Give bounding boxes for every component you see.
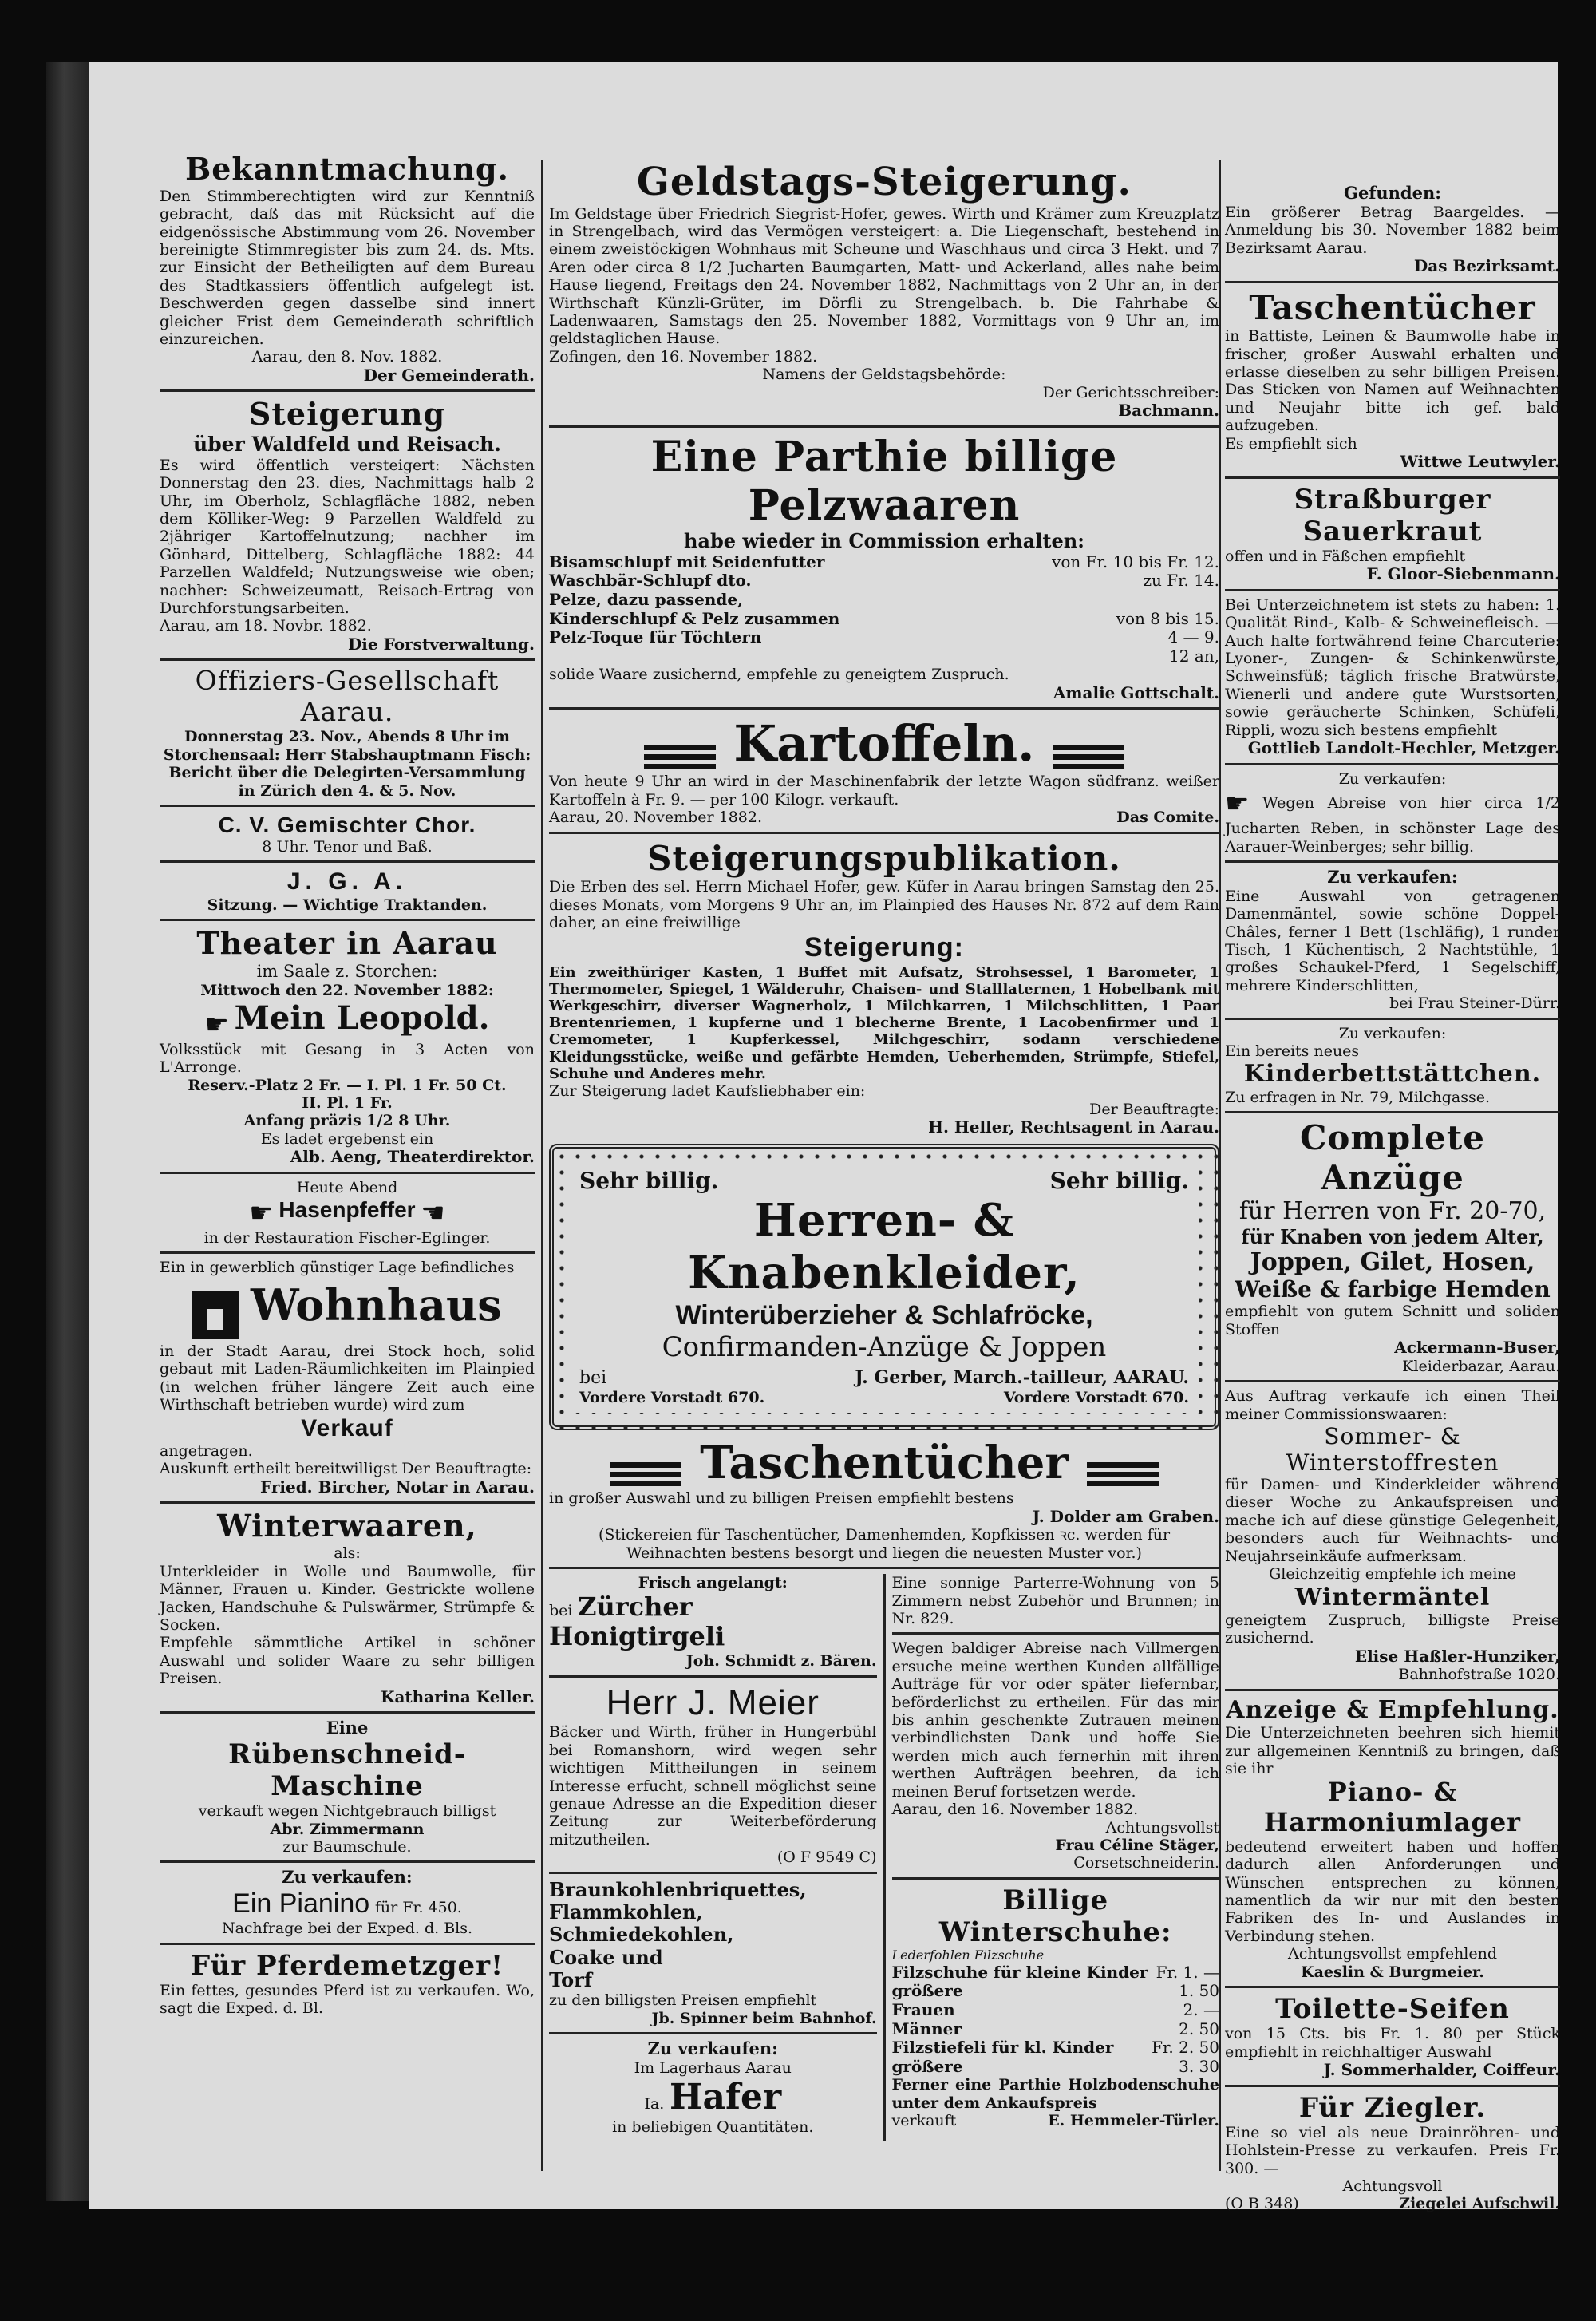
ad-bei: bei xyxy=(549,1601,573,1619)
list-item: Torf xyxy=(549,1967,593,1991)
ad-signature: Katharina Keller. xyxy=(381,1686,535,1706)
ad-title: Anzeige & Empfehlung. xyxy=(1226,1695,1559,1724)
ad-signature: Abr. Zimmermann xyxy=(270,1820,425,1838)
decorative-bars-icon xyxy=(644,745,716,769)
ad-line: Sitzung. — Wichtige Traktanden. xyxy=(207,896,488,914)
ad-title: Piano- & Harmoniumlager xyxy=(1263,1777,1522,1838)
ad-anzuege xyxy=(1225,1118,1560,1375)
ad-verkauft: verkauft xyxy=(891,2112,957,2130)
list-item xyxy=(892,2038,1220,2058)
ad-info: Auskunft ertheilt bereitwilligst Der Beauftragte: xyxy=(160,1460,532,1478)
ad-greet: Achtungsvollst xyxy=(1105,1818,1219,1837)
ad-body: Donnerstag 23. Nov., Abends 8 Uhr im Storchensaal: Herr Stabshauptmann Fisch: Bericht über die Delegirten-Versammlung in Zürich den 4. & 5. Nov. xyxy=(163,728,531,800)
ad-body: Von heute 9 Uhr an wird in der Maschinenfabrik der letzte Wagon südfranz. weißer Kartoffeln à Fr. 9. — per 100 Kilogr. verkauft. xyxy=(549,773,1219,809)
ad-title: Steigerung xyxy=(248,396,446,433)
ad-line: Im Lagerhaus Aarau xyxy=(634,2058,792,2077)
divider xyxy=(1225,1111,1560,1113)
ad-firm: J. Gerber, March.-tailleur, AARAU. xyxy=(855,1366,1189,1388)
ad-offiziers xyxy=(160,666,535,800)
ad-braunkohlen xyxy=(549,1879,877,2027)
ad-title: Für Ziegler. xyxy=(1298,2091,1487,2124)
item-price: 3. 30 xyxy=(1179,2056,1219,2076)
ad-title: Wintermäntel xyxy=(1294,1583,1491,1611)
ad-title: Herren- & Knabenkleider, xyxy=(688,1193,1080,1299)
ad-start: Anfang präzis 1/2 8 Uhr. xyxy=(243,1112,451,1130)
ad-kinderbett xyxy=(1225,1025,1560,1107)
ad-title: Steigerungspublikation. xyxy=(647,838,1121,878)
ad-body: empfiehlt von gutem Schnitt und soliden Stoffen xyxy=(1225,1303,1560,1338)
divider xyxy=(160,658,535,661)
decorative-bars-icon xyxy=(1087,1462,1159,1486)
ad-body: Die Unterzeichneten beehren sich hiemit zur allgemeinen Kenntniß zu bringen, daß sie ihr xyxy=(1225,1724,1560,1777)
book-binding xyxy=(46,62,91,2201)
item-name: Filzstiefeli für kl. Kinder xyxy=(891,2038,1114,2058)
ad-sauerkraut xyxy=(1225,484,1560,584)
ad-subtitle: habe wieder in Commission erhalten: xyxy=(683,529,1085,553)
item-price: Fr. 1. — xyxy=(1156,1962,1219,1982)
ad-prices: Reserv.-Platz 2 Fr. — I. Pl. 1 Fr. 50 Ct. xyxy=(188,1076,507,1094)
ad-body: in beliebigen Quantitäten. xyxy=(612,2118,814,2137)
pointing-hand-icon: ☛ xyxy=(249,1196,274,1229)
ad-damenmaentel xyxy=(1225,868,1560,1013)
divider xyxy=(160,1943,535,1945)
divider xyxy=(160,389,535,392)
ad-body: Den Stimmberechtigten wird zur Kenntniß gebracht, daß das mit Rücksicht auf die eidgenössische Abstimmung vom 26. November bereinigte Stimmregister bis zum 24. ds. Mts. zur Einsicht der Betheiligten auf dem Bureau des Stadtkassiers öffentlich aufgelegt ist. Beschwerden gegen dasselbe sind innert gleicher Frist dem Gemeinderath schriftlich einzureichen. xyxy=(160,187,535,349)
ad-title: Ein Pianino xyxy=(232,1888,370,1920)
ad-line: Weiße & farbige Hemden xyxy=(1235,1276,1551,1303)
ad-signature: J. Dolder am Graben. xyxy=(1032,1506,1219,1526)
divider xyxy=(160,1860,535,1863)
item-name: größere xyxy=(891,2056,963,2076)
ad-jga xyxy=(160,868,535,914)
list-item xyxy=(892,2001,1220,2020)
ad-signature: Frau Céline Stäger, xyxy=(1055,1836,1219,1854)
ad-info: Zu erfragen in Nr. 79, Milchgasse. xyxy=(1225,1088,1490,1106)
ad-signature: Bahnhofstraße 1020. xyxy=(1398,1666,1560,1684)
ad-date: Aarau, am 18. Novbr. 1882. xyxy=(160,617,372,635)
divider xyxy=(549,832,1219,834)
item-price: von 8 bis 15. xyxy=(1116,608,1219,628)
ad-address: Vordere Vorstadt 670. xyxy=(579,1388,765,1406)
item-name: Frauen xyxy=(891,2000,955,2020)
ad-prefix: Ia. xyxy=(644,2095,665,2113)
item-list xyxy=(549,1879,877,1992)
ad-ziegler xyxy=(1225,2092,1560,2213)
ad-greet: Achtungsvoll xyxy=(1342,2177,1443,2195)
ad-invite: Zur Steigerung ladet Kaufsliebhaber ein: xyxy=(549,1082,866,1101)
ad-piano xyxy=(1225,1696,1560,1981)
item-name: Kinderschlupf & Pelz zusammen xyxy=(549,608,840,628)
ad-code: (O F 9549 C) xyxy=(776,1848,877,1867)
item-price: 1. 50 xyxy=(1179,1981,1219,2001)
list-item xyxy=(892,1963,1220,1983)
ad-pianino xyxy=(160,1868,535,1937)
ad-signature: Die Forstverwaltung. xyxy=(347,634,535,654)
ad-line: im Saale z. Storchen: xyxy=(256,962,438,982)
ad-signature: F. Gloor-Siebenmann. xyxy=(1366,564,1560,584)
subcolumn-rule xyxy=(883,1574,886,2141)
ad-title: Für Pferdemetzger! xyxy=(190,1949,504,1982)
ad-line: für Herren von Fr. 20-70, xyxy=(1238,1197,1547,1226)
item-price: 4 — 9. xyxy=(1167,627,1219,647)
ad-body: Bäcker und Wirth, früher in Hungerbühl bei Romanshorn, wird wegen sehr wichtigen Mittheilungen in seinem Interesse erfucht, schnell möglichst seine genaue Adresse an die Expedition dieser Zeitung zur Weiterbeförderung mitzutheilen. xyxy=(549,1723,877,1848)
ad-line: für Knaben von jedem Alter, xyxy=(1241,1224,1544,1248)
ad-metzger xyxy=(1225,596,1560,758)
ad-title: Eine Parthie billige Pelzwaaren xyxy=(650,432,1118,531)
ad-title: Taschentücher xyxy=(700,1437,1069,1490)
divider xyxy=(1225,2085,1560,2087)
column-rule-1 xyxy=(541,160,543,2171)
list-item xyxy=(549,647,1219,666)
ad-signature: Kaeslin & Burgmeier. xyxy=(1301,1963,1484,1981)
item-price: zu Fr. 14. xyxy=(1143,571,1219,591)
ad-title: Kinderbettstättchen. xyxy=(1243,1060,1542,1089)
ad-title: Kartoffeln. xyxy=(733,714,1035,773)
ad-signature: Der Beauftragte: xyxy=(1089,1100,1219,1118)
ad-cheap-left: Sehr billig. xyxy=(579,1167,719,1194)
ad-signature: Ziegelei Aufschwil. xyxy=(1399,2195,1560,2213)
ad-subtitle: über Waldfeld und Reisach. xyxy=(193,433,501,457)
ad-line: Heute Abend xyxy=(296,1178,398,1196)
item-name: Waschbär-Schlupf dto. xyxy=(549,571,752,591)
ad-code: (O B 348) xyxy=(1225,2195,1299,2213)
column-middle xyxy=(549,160,1219,2141)
list-item xyxy=(892,1982,1220,2001)
ad-title: Wohnhaus xyxy=(250,1279,502,1331)
list-item xyxy=(549,553,1219,572)
decorative-bars-icon xyxy=(1053,745,1124,769)
ad-body: Eine so viel als neue Drainröhren- und Hohlstein-Presse zu verkaufen. Preis Fr. 300. — xyxy=(1225,2123,1560,2177)
list-item xyxy=(549,571,1219,591)
ad-gefunden xyxy=(1225,184,1560,276)
ad-eine: Eine xyxy=(326,1718,369,1738)
divider xyxy=(549,1567,1219,1569)
divider xyxy=(549,1872,877,1874)
ad-subtitle: Steigerung: xyxy=(804,932,964,963)
ad-intro: Ein in gewerblich günstiger Lage befindliches xyxy=(160,1259,515,1277)
item-price: 2. 50 xyxy=(1179,2019,1219,2038)
ad-title: Straßburger Sauerkraut xyxy=(1294,483,1491,548)
ad-bei: bei xyxy=(579,1367,607,1388)
divider xyxy=(160,1501,535,1504)
ad-date: Aarau, den 8. Nov. 1882. xyxy=(251,348,443,366)
divider xyxy=(1225,860,1560,863)
ad-title: Rübenschneid-Maschine xyxy=(228,1738,466,1803)
decorative-bars-icon xyxy=(610,1462,681,1486)
ad-geldstag xyxy=(549,160,1219,421)
ad-body: in Battiste, Leinen & Baumwolle habe in frischer, großer Auswahl erhalten und erlasse dieselben zu sehr billigen Preisen. Das Sticken von Namen auf Weihnachten und Neujahr bitte ich gef. bald aufzugeben. xyxy=(1225,327,1560,435)
item-name: Pelz-Toque für Töchtern xyxy=(549,627,762,647)
pointing-hand-left-icon: ☚ xyxy=(421,1196,445,1229)
ad-cv xyxy=(160,812,535,856)
middle-subcolumn-right xyxy=(892,1574,1220,2141)
divider xyxy=(1225,281,1560,283)
ad-line: Winterüberzieher & Schlafröcke, xyxy=(675,1299,1093,1331)
divider xyxy=(549,2032,877,2034)
ad-title: Complete Anzüge xyxy=(1299,1118,1486,1197)
price-list xyxy=(892,1963,1220,2077)
divider xyxy=(549,707,1219,710)
ad-honig xyxy=(549,1574,877,1670)
ad-signature: H. Heller, Rechtsagent in Aarau. xyxy=(928,1117,1219,1137)
price-list xyxy=(549,553,1219,666)
ad-verkauf: Verkauf xyxy=(301,1414,393,1441)
middle-subcolumns xyxy=(549,1574,1219,2141)
ad-line: in der Restauration Fischer-Eglinger. xyxy=(203,1228,491,1247)
ad-body: in großer Auswahl und zu billigen Preisen empfiehlt bestens xyxy=(549,1489,1014,1508)
ad-wohnhaus xyxy=(160,1259,535,1497)
ad-body: geneigtem Zuspruch, billigste Preise zusichernd. xyxy=(1225,1611,1560,1647)
ad-title: Toilette-Seifen xyxy=(1275,1993,1510,2026)
ad-body: Ferner eine Parthie Holzbodenschuhe unter dem Ankaufspreis xyxy=(891,2076,1219,2112)
ad-body: Im Geldstage über Friedrich Siegrist-Hofer, gewes. Wirth und Krämer zum Kreuzplatz in Strengelbach, wird das Vermögen versteigert: a. Die Liegenschaft, bestehend in einem zweistöckigen Wohnhaus mit Scheune und Waschhaus und circa 3 Hekt. und 7 Aren oder circa 8 1/2 Jucharten Baumgarten, Matt- und Ackerland, alles nahe beim Hause liegend, Freitags den 24. November 1882, Nachmittags von 2 Uhr an, in der Wirthschaft Künzli-Grüter, im Dörfli zu Strengelbach. b. Die Fahrhabe & Ladenwaaren, Samstags den 25. November 1882, Vormittags von 9 Uhr an, im geldstaglichen Hause. xyxy=(549,204,1219,348)
ad-body: offen und in Fäßchen empfiehlt xyxy=(1225,547,1466,565)
ad-bekanntmachung xyxy=(160,152,535,385)
ad-body: Die Erben des sel. Herrn Michael Hofer, gew. Küfer in Aarau bringen Samstag den 25. dieses Monats, vom Morgens 9 Uhr an, im Plainpied des Hauses Nr. 872 auf dem Rain daher, an eine freiwillige xyxy=(549,878,1219,932)
pointing-hand-icon: ☛ xyxy=(204,1008,229,1041)
ad-title: Offiziers-Gesellschaft Aarau. xyxy=(195,665,500,728)
ad-winterschuhe xyxy=(892,1884,1220,2130)
ad-body: Wegen Abreise von hier circa 1/2 Jucharten Reben, in schönster Lage des Aarauer-Weinberges; sehr billig. xyxy=(1225,794,1560,856)
list-item: Braunkohlenbriquettes, xyxy=(549,1877,807,1901)
list-item xyxy=(549,610,1219,629)
ad-date: Aarau, den 16. November 1882. xyxy=(891,1801,1139,1819)
ad-items: Ein zweithüriger Kasten, 1 Buffet mit Aufsatz, Strohsessel, 1 Barometer, 1 Thermometer, Spiegel, 1 Wälderuhr, Chaisen- und Stalllaternen, 1 Hobelbank mit Werkgeschirr, diverser Wagnerholz, 1 Milchkarren, 1 Milchschlitten, 1 Paar Brentenriemen, 1 kupferne und 1 blecherne Brente, 1 Lacobenfirmer und 1 Cremometer, 1 Kupferkessel, Milchgeschirr, sodann verschiedene Kleidungsstücke, weiße und gefärbte Hemden, Ueberhemden, Strümpfe, Stiefel, Schuhe und Anderes mehr. xyxy=(549,963,1219,1082)
item-name: Bisamschlupf mit Seidenfutter xyxy=(549,552,825,571)
ad-signature: Joh. Schmidt z. Bären. xyxy=(685,1652,877,1671)
ad-title: Winterwaaren, xyxy=(217,1508,477,1544)
ad-signature: Kleiderbazar, Aarau. xyxy=(1402,1357,1560,1375)
list-item: Flammkohlen, xyxy=(549,1900,703,1924)
list-item xyxy=(892,2058,1220,2077)
ad-signature: Das Comite. xyxy=(1116,809,1219,827)
ad-taschentuecher xyxy=(549,1437,1219,1562)
ad-body: Bei Unterzeichnetem ist stets zu haben: 1. Qualität Rind-, Kalb- & Schweinefleisch. — Auch halte fortwährend feine Charcuterie: Lyoner-, Zungen- & Schinkenwürste, Schweinsfüß; täglich frische Bratwürste, Wienerli und andere gute Wurstsorten, sowie geräucherte Schinken, Schüfeli, Rippli, wozu sich bestens empfiehlt xyxy=(1225,595,1560,739)
ad-body: von 15 Cts. bis Fr. 1. 80 per Stück empfiehlt in reichhaltiger Auswahl xyxy=(1225,2025,1560,2061)
item-price: 12 an, xyxy=(1169,646,1219,666)
divider xyxy=(549,425,1219,428)
divider xyxy=(160,1172,535,1174)
ad-title: Hafer xyxy=(669,2077,782,2118)
item-name: größere xyxy=(891,1981,963,2001)
ad-signature: zur Baumschule. xyxy=(282,1837,412,1856)
ad-title: Geldstags-Steigerung. xyxy=(636,160,1132,204)
ad-body: Aus Auftrag verkaufe ich einen Theil meiner Commissionswaaren: xyxy=(1225,1387,1560,1423)
ad-winterwaaren xyxy=(160,1508,535,1706)
ad-title: Sommer- & Winterstoffresten xyxy=(1286,1423,1499,1477)
ad-note: (Stickereien für Taschentücher, Damenhemden, Kopfkissen ꝛc. werden für Weihnachten bestens besorgt und liegen die neuesten Muster vor.) xyxy=(598,1526,1171,1562)
ad-signature: Das Bezirksamt. xyxy=(1413,255,1560,275)
ad-signature: Namens der Geldstagsbehörde: xyxy=(762,366,1006,384)
ad-signature: Bachmann. xyxy=(1118,401,1219,421)
ad-head: Frisch angelangt: xyxy=(638,1574,788,1592)
ad-title: Theater in Aarau xyxy=(196,925,498,962)
divider xyxy=(160,1251,535,1254)
ad-signature: Fried. Bircher, Notar in Aarau. xyxy=(259,1477,535,1497)
middle-subcolumn-left xyxy=(549,1574,877,2141)
ad-head: Zu verkaufen: xyxy=(1327,866,1458,887)
ad-signature: Der Gemeinderath. xyxy=(363,365,535,385)
ad-body: Volksstück mit Gesang in 3 Acten von L'Arronge. xyxy=(160,1040,535,1077)
ad-prices: II. Pl. 1 Fr. xyxy=(302,1093,393,1112)
ad-title: Gefunden: xyxy=(1344,183,1441,203)
ad-side: Lederfohlen Filzschuhe xyxy=(891,1947,1045,1963)
divider xyxy=(1225,476,1560,479)
divider xyxy=(1225,1689,1560,1691)
ad-steigerungspublikation xyxy=(549,839,1219,1137)
ad-body: verkauft wegen Nichtgebrauch billigst xyxy=(198,1802,496,1821)
ad-cheap-right: Sehr billig. xyxy=(1049,1167,1189,1194)
ad-body: Empfehle sämmtliche Artikel in schöner Auswahl und solider Waare zu sehr billigen Preisen. xyxy=(160,1634,535,1688)
item-name: Filzschuhe für kleine Kinder xyxy=(891,1962,1148,1982)
ad-body: Ein fettes, gesundes Pferd ist zu verkaufen. Wo, sagt die Exped. d. Bl. xyxy=(160,1981,535,2018)
ad-date: Zofingen, den 16. November 1882. xyxy=(549,347,818,366)
item-name: Pelze, dazu passende, xyxy=(549,589,744,609)
ad-signature: bei Frau Steiner-Dürr. xyxy=(1389,994,1560,1013)
ad-body: Ein bereits neues xyxy=(1225,1042,1360,1060)
ad-theater xyxy=(160,926,535,1167)
item-price: von Fr. 10 bis Fr. 12. xyxy=(1052,552,1219,571)
ad-line: Confirmanden-Anzüge & Joppen xyxy=(662,1331,1107,1363)
list-item xyxy=(892,2020,1220,2039)
ad-wohnung xyxy=(892,1574,1220,1627)
ad-als: als: xyxy=(334,1544,361,1563)
ad-title: Bekanntmachung. xyxy=(185,151,509,187)
ad-body: Gleichzeitig empfehle ich meine xyxy=(1269,1565,1516,1584)
ad-body: Eine Auswahl von getragenen Damenmäntel, sowie schöne Doppel-Châles, ferner 1 Bett (1schläfig), 1 runder Tisch, 1 Küchentisch, 2 Nachtstühle, 1 großes Schaukel-Pferd, 1 Segelschiff, mehrere Kinderschlitten, xyxy=(1225,887,1560,994)
ad-signature: Amalie Gottschalt. xyxy=(1053,682,1219,702)
ad-price: für Fr. 450. xyxy=(374,1899,462,1917)
divider xyxy=(1225,763,1560,765)
ad-address: Vordere Vorstadt 670. xyxy=(1003,1388,1189,1406)
ad-title: Herr J. Meier xyxy=(606,1682,820,1722)
ad-line: Mittwoch den 22. November 1882: xyxy=(200,981,494,999)
ad-body: Eine sonnige Parterre-Wohnung von 5 Zimmern nebst Zubehör und Brunnen; in Nr. 829. xyxy=(891,1574,1219,1628)
divider xyxy=(160,919,535,921)
ad-signature: Ackermann-Buser, xyxy=(1394,1338,1560,1358)
divider xyxy=(160,1711,535,1714)
ad-meier xyxy=(549,1682,877,1867)
ad-head: Zu verkaufen: xyxy=(647,2038,778,2059)
ad-hafer xyxy=(549,2039,877,2136)
ad-body: Nachfrage bei der Exped. d. Bls. xyxy=(221,1920,473,1938)
ad-kartoffeln xyxy=(549,714,1219,826)
ad-title: Hasenpfeffer xyxy=(279,1197,416,1223)
divider xyxy=(1225,1986,1560,1988)
ad-body: Wegen baldiger Abreise nach Villmergen ersuche meine werthen Kunden allfällige Aufträge für vor oder später liefernbar, beförderlichst zu ertheilen. Für das mir bis anhin geschenkte Zutrauen meinen verbindlichsten Dank und hoffe Sie werden mich auch fernerhin mit ihren werthen Aufträgen beehren, da ich meinen Beruf fortsetzen werde. xyxy=(891,1639,1219,1801)
ad-after: angetragen. xyxy=(160,1442,253,1461)
ad-body: Es wird öffentlich versteigert: Nächsten Donnerstag den 23. dies, Nachmittags halb 2 Uhr, im Oberholz, Schlagfläche 1882, neben dem Kölliker-Weg: 9 Parzellen Waldfeld zu 2jähriger Kartoffelnutzung; nachher im Gönhard, Dittelberg, Schlagfläche 1882: 44 Parzellen Waldfeld; Nutzungsweise wie oben; nachher: Schweizeumatt, Reisach-Ertrag von Durchforstungsarbeiten. xyxy=(160,456,535,618)
ad-body: in der Stadt Aarau, drei Stock hoch, solid gebaut mit Laden-Räumlichkeiten im Plainpied (in welchen früher längere Zeit auch eine Wirthschaft betrieben wurde) wird zum xyxy=(160,1342,535,1414)
ad-signature: Jb. Spinner beim Bahnhof. xyxy=(651,2009,877,2027)
divider xyxy=(1225,589,1560,591)
ad-signature: Der Gerichtsschreiber: xyxy=(1042,383,1219,401)
list-item: Coake und xyxy=(549,1945,663,1969)
divider xyxy=(160,860,535,863)
item-name: Männer xyxy=(891,2019,962,2038)
ad-greet: Achtungsvollst empfehlend xyxy=(1287,1945,1498,1963)
ad-rebland xyxy=(1225,770,1560,856)
ad-title: J. G. A. xyxy=(286,868,408,896)
ad-head: Zu verkaufen: xyxy=(1338,769,1447,788)
item-price: 2. — xyxy=(1183,2000,1219,2020)
ad-stoffresten xyxy=(1225,1387,1560,1684)
divider xyxy=(892,1632,1220,1635)
ad-greet: Es empfiehlt sich xyxy=(1225,434,1357,453)
ad-staeger xyxy=(892,1639,1220,1872)
list-item: Schmiedekohlen, xyxy=(549,1923,734,1947)
ad-invite: Es ladet ergebenst ein xyxy=(260,1129,434,1148)
divider xyxy=(549,1675,877,1678)
ad-note: solide Waare zusichernd, empfehle zu geneigtem Zuspruch. xyxy=(549,666,1009,684)
ad-head: Zu verkaufen: xyxy=(282,1867,413,1888)
ad-taschentuecher-leutwyler xyxy=(1225,288,1560,472)
ad-signature: Wittwe Leutwyler. xyxy=(1400,451,1560,471)
divider xyxy=(892,1877,1220,1880)
ad-body: für Damen- und Kinderkleider während dieser Woche zu Ankaufspreisen und mache ich auf diese günstige Gelegenheit, besonders auch für Weihnachts- und Neujahrseinkäufe aufmerksam. xyxy=(1225,1476,1560,1565)
ad-kleider-frame xyxy=(549,1144,1219,1431)
ad-signature: Alb. Aeng, Theaterdirektor. xyxy=(290,1147,535,1167)
ad-line: 8 Uhr. Tenor und Baß. xyxy=(262,838,433,856)
divider xyxy=(1225,1380,1560,1382)
ad-pelz xyxy=(549,433,1219,703)
divider xyxy=(1225,1018,1560,1020)
ad-title: Taschentücher xyxy=(1249,287,1536,327)
ad-ruebenschneid xyxy=(160,1718,535,1856)
ad-signature: Corsetschneiderin. xyxy=(1073,1854,1219,1872)
ad-title: C. V. Gemischter Chor. xyxy=(218,812,476,837)
ad-title: Zürcher Honigtirgeli xyxy=(549,1591,725,1652)
ad-signature: E. Hemmeler-Türler. xyxy=(1048,2112,1219,2130)
ad-line: Joppen, Gilet, Hosen, xyxy=(1250,1247,1535,1276)
ad-seifen xyxy=(1225,1993,1560,2080)
ad-body: Ein größerer Betrag Baargeldes. — Anmeldung bis 30. November 1882 beim Bezirksamt Aarau. xyxy=(1225,203,1560,257)
column-left xyxy=(160,152,535,2022)
ad-date: Aarau, 20. November 1882. xyxy=(549,809,763,827)
pointing-hand-icon: ☛ xyxy=(1225,788,1250,820)
item-price: Fr. 2. 50 xyxy=(1152,2038,1219,2058)
ad-signature: J. Sommerhalder, Coiffeur. xyxy=(1323,2060,1560,2079)
ad-body: Unterkleider in Wolle und Baumwolle, für Männer, Frauen u. Kinder. Gestrickte wollene Jacken, Handschuhe & Pulswärmer, Strümpfe & Socken. xyxy=(160,1562,535,1634)
ad-steigerung xyxy=(160,397,535,654)
ad-hasenpfeffer xyxy=(160,1179,535,1247)
column-right xyxy=(1225,184,1560,2218)
list-item xyxy=(549,628,1219,647)
play-title: Mein Leopold. xyxy=(234,999,490,1038)
ad-signature: Gottlieb Landolt-Hechler, Metzger. xyxy=(1247,738,1560,758)
ad-pferdemetzger xyxy=(160,1950,535,2018)
ad-signature: Elise Haßler-Hunziker, xyxy=(1354,1646,1560,1666)
ad-head: Zu verkaufen: xyxy=(1338,1024,1447,1042)
ad-body: bedeutend erweitert haben und hoffen dadurch allen Anforderungen und Wünschen entsprechen zu können, namentlich da wir nur mit den besten Fabriken des In- und Auslandes in Verbindung stehen. xyxy=(1225,1837,1560,1945)
house-icon xyxy=(192,1291,239,1339)
ad-title: Billige Winterschuhe: xyxy=(938,1884,1172,1948)
divider xyxy=(160,805,535,807)
ad-body: zu den billigsten Preisen empfiehlt xyxy=(549,1991,817,2010)
list-item xyxy=(549,591,1219,610)
